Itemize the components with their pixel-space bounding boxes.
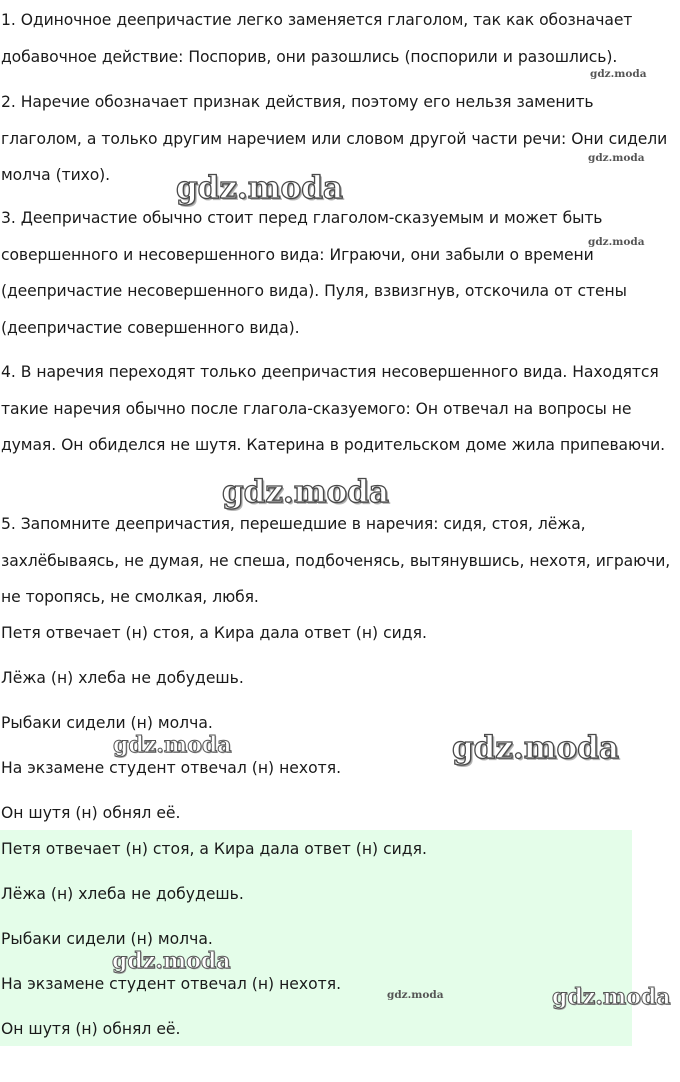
paragraph-4: 4. В наречия переходят только деепричастия несовершенного вида. Находятся такие наречия обычно после глагола-сказуемого: Он отвечал на вопросы не думая. Он обиделся не шутя. Катерина в родительском доме жила припеваючи. xyxy=(1,363,666,454)
exercise-line-3: Рыбаки сидели (н) молча. xyxy=(1,714,213,732)
paragraph-3: 3. Деепричастие обычно стоит перед глаголом-сказуемым и может быть совершенного и несовершенного вида: Играючи, они забыли о времени (деепричастие несовершенного вида). Пуля, взвизгнув, отскочила от стены (деепричастие совершенного вида). xyxy=(1,209,627,337)
watermark: gdz.moda xyxy=(588,152,645,164)
paragraph-5: 5. Запомните деепричастия, перешедшие в наречия: сидя, стоя, лёжа, захлёбываясь, не думая, не спеша, подбоченясь, вытянувшись, нехотя, играючи, не торопясь, не смолкая, любя. xyxy=(1,515,671,606)
watermark: gdz.moda xyxy=(588,236,645,248)
answer-line-5: Он шутя (н) обнял её. xyxy=(1,1020,181,1038)
watermark: gdz.moda xyxy=(112,948,231,974)
watermark: gdz.moda xyxy=(552,984,671,1010)
exercise-line-1: Петя отвечает (н) стоя, а Кира дала ответ (н) сидя. xyxy=(1,624,427,642)
watermark: gdz.moda xyxy=(452,730,619,766)
watermark: gdz.moda xyxy=(590,68,647,80)
exercise-line-2: Лёжа (н) хлеба не добудешь. xyxy=(1,669,244,687)
answer-line-1: Петя отвечает (н) стоя, а Кира дала ответ (н) сидя. xyxy=(1,840,427,858)
watermark: gdz.moda xyxy=(176,170,343,206)
paragraph-2: 2. Наречие обозначает признак действия, поэтому его нельзя заменить глаголом, а только другим наречием или словом другой части речи: Они сидели молча (тихо). xyxy=(1,93,668,184)
exercise-line-5: Он шутя (н) обнял её. xyxy=(1,804,181,822)
watermark: gdz.moda xyxy=(222,474,389,510)
answer-line-3: Рыбаки сидели (н) молча. xyxy=(1,930,213,948)
answer-line-4: На экзамене студент отвечал (н) нехотя. xyxy=(1,975,342,993)
answer-line-2: Лёжа (н) хлеба не добудешь. xyxy=(1,885,244,903)
paragraph-1: 1. Одиночное деепричастие легко заменяется глаголом, так как обозначает добавочное действие: Поспорив, они разошлись (поспорили и разошлись). xyxy=(1,11,633,66)
exercise-line-4: На экзамене студент отвечал (н) нехотя. xyxy=(1,759,342,777)
watermark: gdz.moda xyxy=(387,989,444,1001)
watermark: gdz.moda xyxy=(113,732,232,758)
